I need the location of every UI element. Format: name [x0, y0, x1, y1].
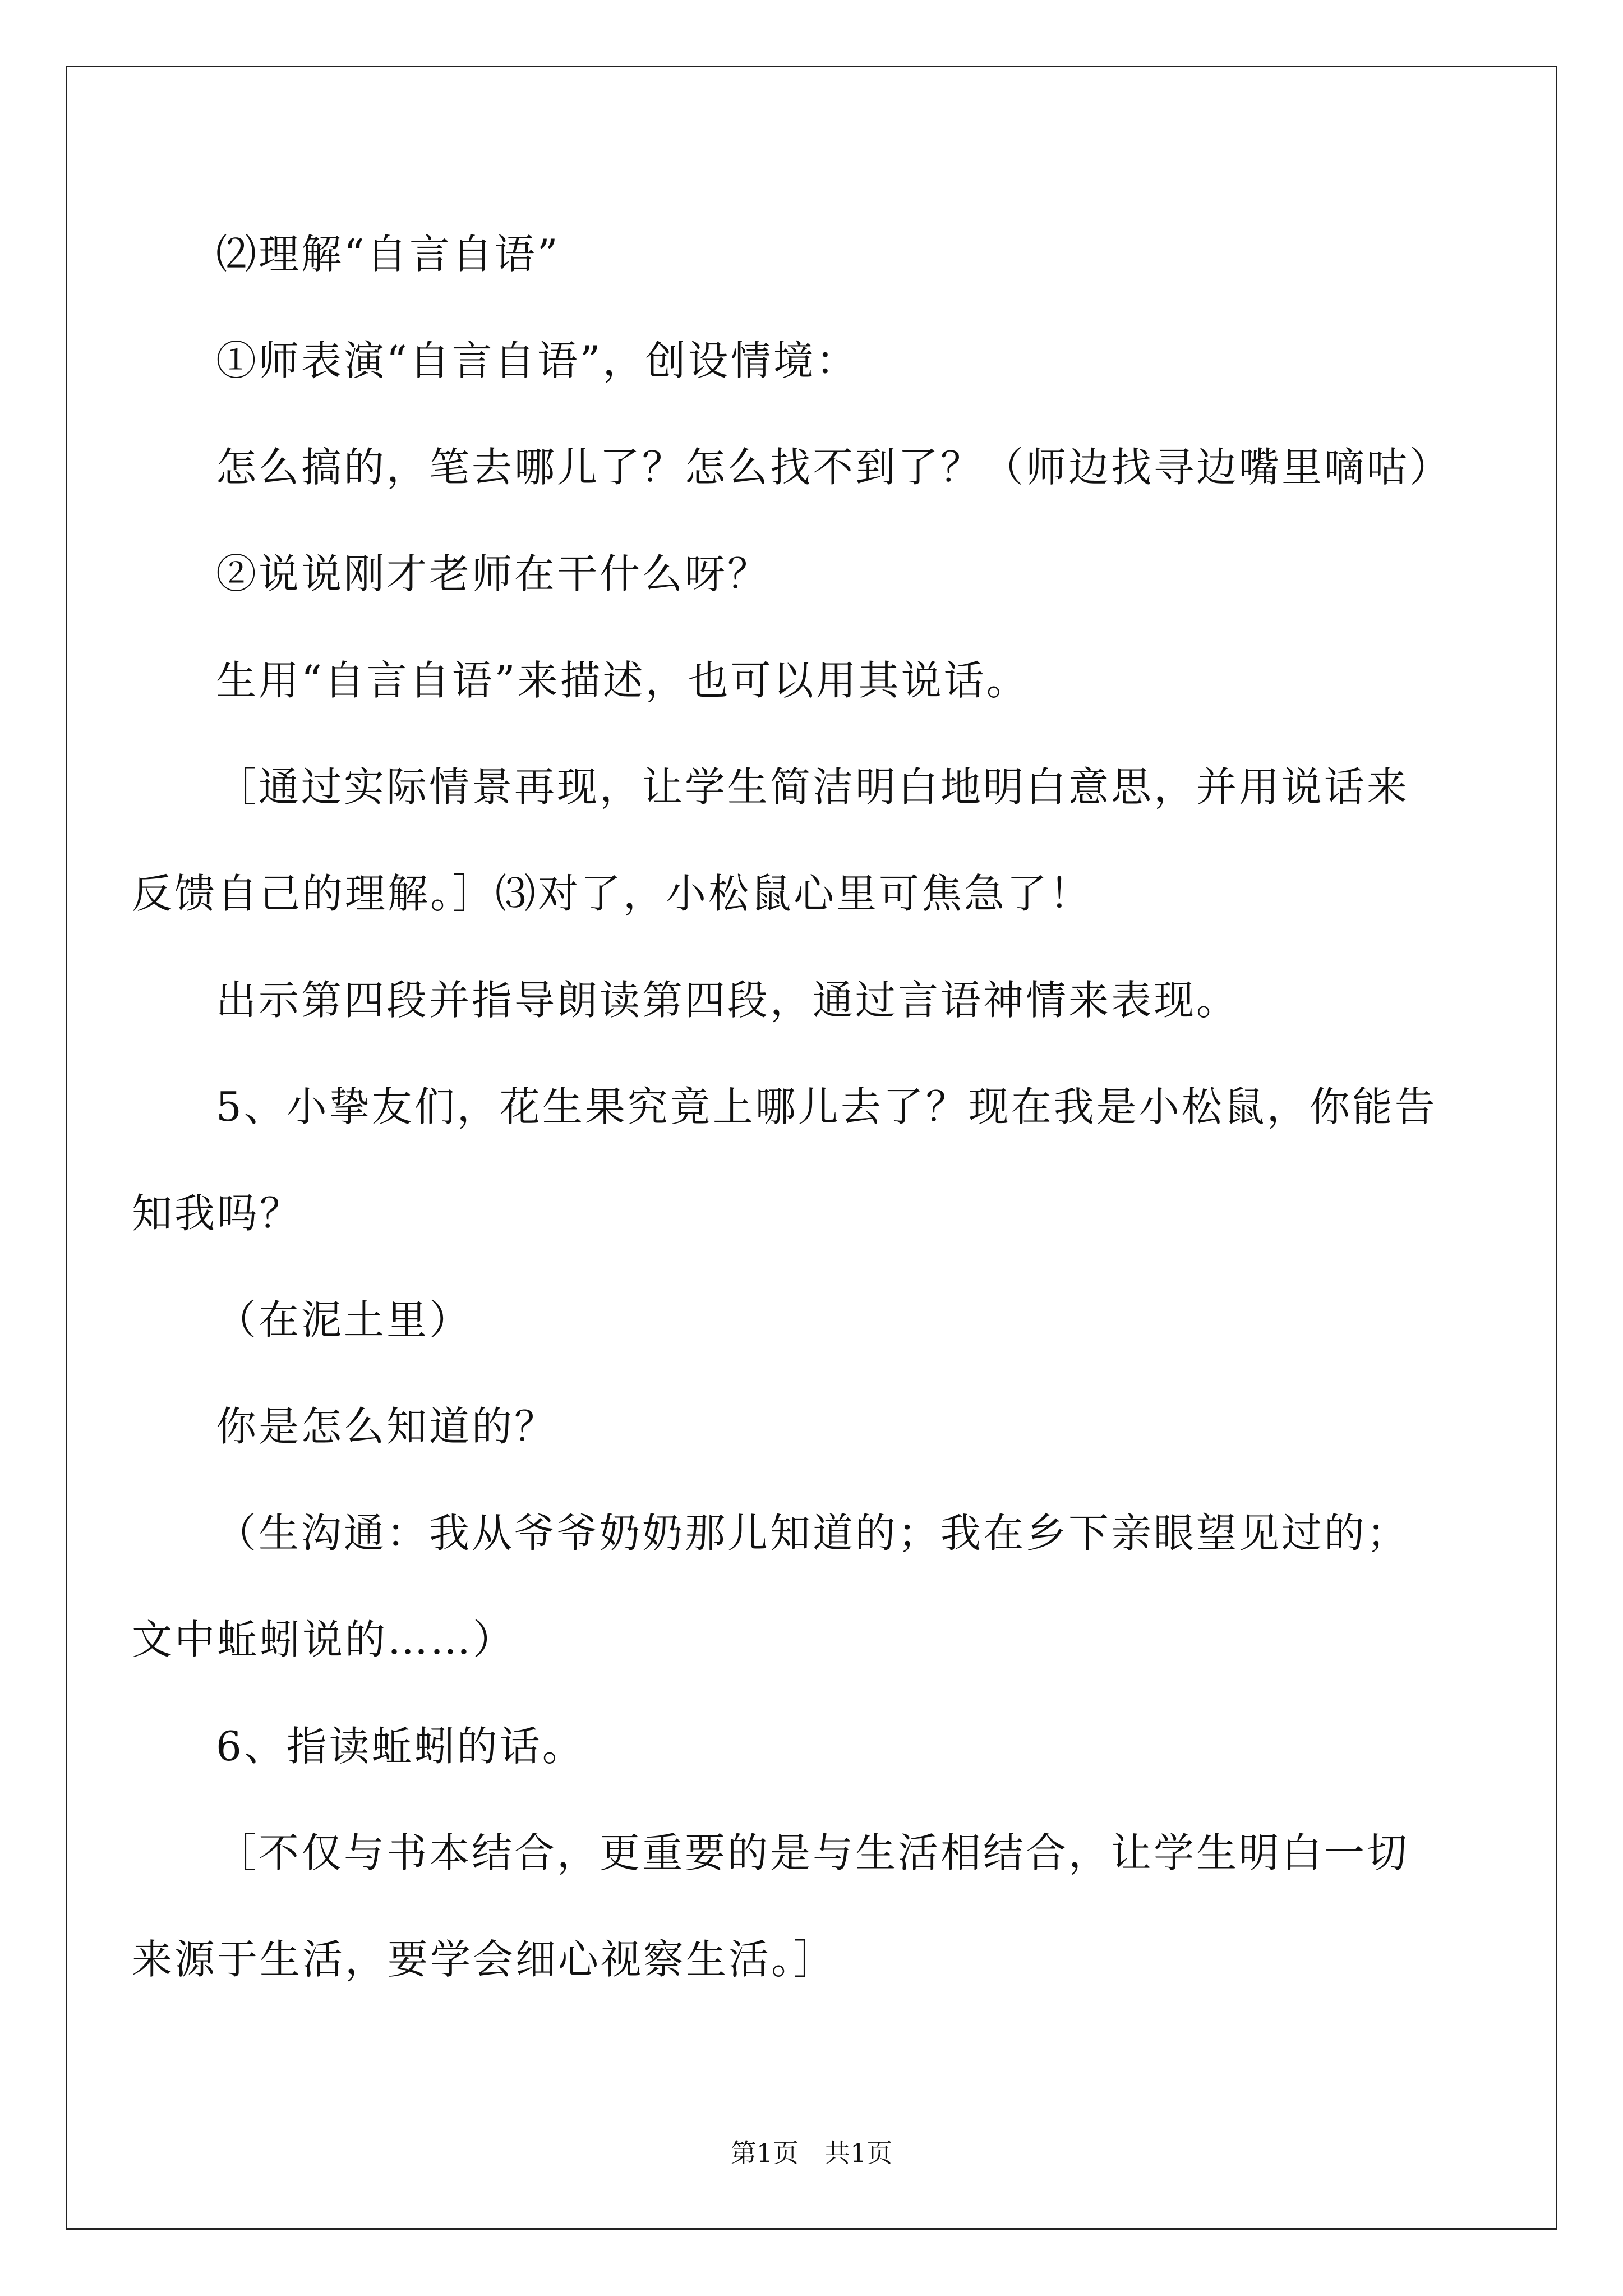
text-line: ⑵理解“自言自语” [216, 231, 560, 278]
text-line: （在泥土里） [216, 1296, 472, 1343]
text-line: ①师表演“自言自语”，创设情境： [216, 337, 859, 384]
text-line: 怎么搞的，笔去哪儿了？怎么找不到了？（师边找寻边嘴里嘀咕） [216, 444, 1453, 491]
text-line: 来源于生活，要学会细心视察生活。］ [132, 1936, 837, 1983]
text-line: （生沟通：我从爷爷奶奶那儿知道的；我在乡下亲眼望见过的； [216, 1510, 1410, 1557]
text-line: 5、小挚友们，花生果究竟上哪儿去了？现在我是小松鼠，你能告 [216, 1083, 1437, 1130]
text-line: 你是怎么知道的？ [216, 1403, 557, 1450]
page-border [66, 66, 1557, 2230]
text-line: 反馈自己的理解。］⑶对了，小松鼠心里可焦急了！ [132, 870, 1092, 917]
text-line: ②说说刚才老师在干什么呀？ [216, 550, 771, 597]
text-line: ［通过实际情景再现，让学生简洁明白地明白意思，并用说话来 [216, 763, 1410, 811]
text-line: 文中蚯蚓说的……） [132, 1616, 516, 1663]
page-footer: 第1页 共1页 [730, 2138, 893, 2168]
text-line: 知我吗？ [132, 1190, 303, 1237]
text-line: ［不仅与书本结合，更重要的是与生活相结合，让学生明白一切 [216, 1829, 1410, 1876]
text-line: 生用“自言自语”来描述，也可以用其说话。 [216, 657, 1029, 704]
text-line: 6、指读蚯蚓的话。 [216, 1723, 585, 1770]
text-line: 出示第四段并指导朗读第四段，通过言语神情来表现。 [216, 977, 1239, 1024]
